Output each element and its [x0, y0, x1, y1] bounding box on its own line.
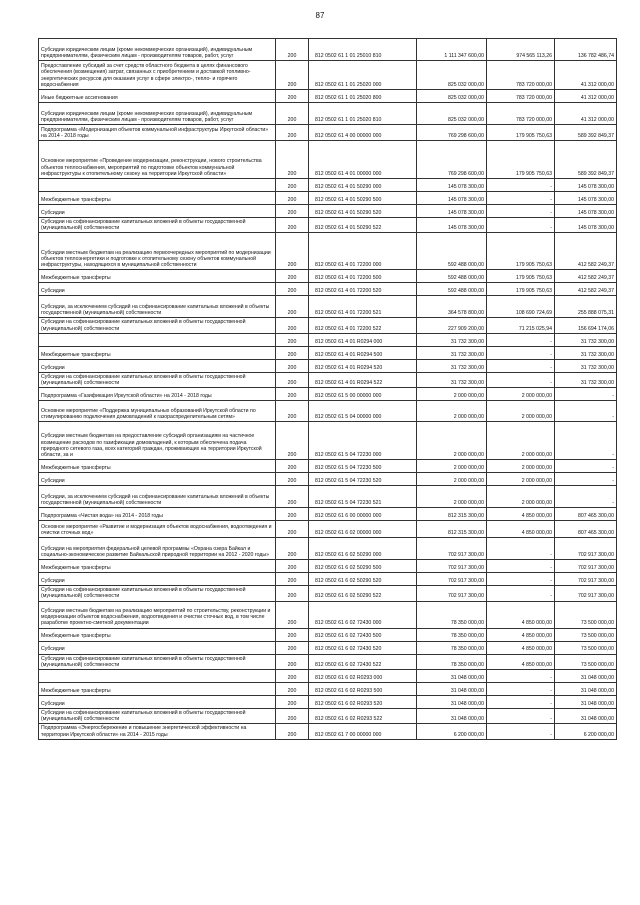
row-budget-cell: 78 350 000,00: [417, 641, 487, 654]
row-kbk-cell: 812 0502 61 6 02 50290 500: [309, 560, 417, 573]
row-executed-cell: -: [487, 346, 555, 359]
table-row: [39, 641, 617, 654]
row-name-cell: Подпрограмма «Модернизация объектов коммунальной инфраструктуры Иркутской области» на 2014 - 2018 годы: [39, 125, 276, 141]
table-row: [39, 179, 617, 192]
row-budget-cell: 702 917 300,00: [417, 586, 487, 601]
row-name-cell: Субсидии местным бюджетам на предоставление субсидий организациям на частичное возмещение расходов по газификации домовладений, к которым обеспечена подача природного сетевого газа, всех категорий граждан, проживающих на территории Иркутской области, за и: [39, 422, 276, 460]
row-code-cell: 200: [276, 573, 309, 586]
row-executed-cell: 4 850 000,00: [487, 628, 555, 641]
row-budget-cell: 78 350 000,00: [417, 628, 487, 641]
table-row: [39, 521, 617, 538]
row-name-cell: Субсидии местным бюджетам на реализацию мероприятий по строительству, реконструкции и модернизации объектов водоснабжения, водоотведения и очистки сточных вод, в том числе разработке проектно-сметной документации: [39, 601, 276, 628]
row-code-cell: 200: [276, 318, 309, 333]
row-code-cell: 200: [276, 359, 309, 372]
row-code-cell: 200: [276, 508, 309, 521]
row-name-cell: Предоставление субсидий за счет средств областного бюджета в целях финансового обеспечения (возмещения) затрат, связанных с приобретением и доставкой топливно-энергетических ресурсов для оказания услуг в сфере электро-, тепло- и горячего водоснабжения: [39, 61, 276, 90]
row-budget-cell: 78 350 000,00: [417, 601, 487, 628]
row-kbk-cell: 812 0502 61 5 04 72230 500: [309, 460, 417, 473]
row-name-cell: Субсидии: [39, 205, 276, 218]
row-executed-cell: 179 905 750,63: [487, 270, 555, 283]
row-budget-cell: 2 000 000,00: [417, 422, 487, 460]
page-number: 87: [315, 11, 325, 20]
row-remaining-cell: 702 917 300,00: [555, 560, 617, 573]
row-remaining-cell: 31 048 000,00: [555, 709, 617, 724]
row-budget-cell: 78 350 000,00: [417, 654, 487, 669]
row-executed-cell: -: [487, 359, 555, 372]
row-kbk-cell: 812 0502 61 5 04 72230 520: [309, 473, 417, 486]
row-remaining-cell: 412 582 249,37: [555, 283, 617, 296]
row-executed-cell: -: [487, 670, 555, 683]
row-code-cell: 200: [276, 422, 309, 460]
row-code-cell: 200: [276, 205, 309, 218]
table-row: [39, 359, 617, 372]
row-name-cell: Подпрограмма «Энергосбережение и повышение энергетической эффективности на территории Иркутской области» на 2014 - 2015 годы: [39, 724, 276, 739]
row-name-cell: Основное мероприятие «Поддержка муниципальных образований Иркутской области по стимулированию подключения домовладений к газораспределительным сетям»: [39, 401, 276, 422]
row-executed-cell: 4 850 000,00: [487, 521, 555, 538]
row-code-cell: 200: [276, 218, 309, 233]
row-budget-cell: 812 315 300,00: [417, 521, 487, 538]
row-remaining-cell: 73 500 000,00: [555, 641, 617, 654]
row-remaining-cell: -: [555, 388, 617, 401]
row-executed-cell: 783 720 000,00: [487, 61, 555, 90]
row-remaining-cell: 412 582 249,37: [555, 233, 617, 270]
row-remaining-cell: 702 917 300,00: [555, 586, 617, 601]
table-row: [39, 125, 617, 141]
row-name-cell: Субсидии, за исключением субсидий на софинансирование капитальных вложений в объекты государственной (муниципальной) собственности: [39, 486, 276, 508]
row-remaining-cell: 41 312 000,00: [555, 61, 617, 90]
row-remaining-cell: 31 732 300,00: [555, 346, 617, 359]
row-executed-cell: 4 850 000,00: [487, 601, 555, 628]
row-remaining-cell: 156 694 174,06: [555, 318, 617, 333]
row-kbk-cell: 812 0502 61 7 00 00000 000: [309, 724, 417, 739]
row-budget-cell: 145 078 300,00: [417, 192, 487, 205]
row-name-cell: Основное мероприятие «Развитие и модернизация объектов водоснабжения, водоотведения и очистки сточных вод»: [39, 521, 276, 538]
row-kbk-cell: 812 0502 61 6 02 R0293 500: [309, 683, 417, 696]
row-budget-cell: 592 488 000,00: [417, 283, 487, 296]
row-name-cell: Субсидии: [39, 641, 276, 654]
row-name-cell: Субсидии: [39, 573, 276, 586]
row-executed-cell: 2 000 000,00: [487, 486, 555, 508]
row-kbk-cell: 812 0502 61 5 04 72230 000: [309, 422, 417, 460]
table-row: [39, 388, 617, 401]
row-kbk-cell: 812 0502 61 4 01 50290 000: [309, 179, 417, 192]
row-kbk-cell: 812 0502 61 6 02 R0293 000: [309, 670, 417, 683]
row-budget-cell: 31 732 300,00: [417, 333, 487, 346]
row-kbk-cell: 812 0502 61 6 02 00000 000: [309, 521, 417, 538]
row-executed-cell: -: [487, 586, 555, 601]
table-row: [39, 218, 617, 233]
table-row: [39, 709, 617, 724]
row-code-cell: 200: [276, 233, 309, 270]
row-name-cell: Субсидии: [39, 359, 276, 372]
row-name-cell: Субсидии: [39, 283, 276, 296]
row-executed-cell: -: [487, 218, 555, 233]
row-kbk-cell: 812 0502 61 4 01 72200 000: [309, 233, 417, 270]
row-name-cell: Субсидии: [39, 473, 276, 486]
table-row: [39, 696, 617, 709]
row-remaining-cell: 702 917 300,00: [555, 538, 617, 560]
row-remaining-cell: 31 732 300,00: [555, 333, 617, 346]
row-budget-cell: 31 048 000,00: [417, 670, 487, 683]
table-row: [39, 401, 617, 422]
row-kbk-cell: 812 0502 61 4 01 50290 500: [309, 192, 417, 205]
row-kbk-cell: 812 0502 61 4 01 50290 520: [309, 205, 417, 218]
row-remaining-cell: -: [555, 473, 617, 486]
table-row: [39, 318, 617, 333]
row-name-cell: Основное мероприятие «Проведение модернизации, реконструкции, нового строительства объектов теплоснабжения, мероприятий по подготовке объектов коммунальной инфраструктуры к отопительному сезону на территории Иркутской области»: [39, 141, 276, 179]
row-remaining-cell: 31 732 300,00: [555, 372, 617, 387]
row-budget-cell: 31 732 300,00: [417, 372, 487, 387]
row-executed-cell: -: [487, 560, 555, 573]
row-executed-cell: 2 000 000,00: [487, 401, 555, 422]
row-remaining-cell: 807 465 300,00: [555, 508, 617, 521]
table-row: [39, 90, 617, 103]
row-name-cell: Субсидии юридическим лицам (кроме некоммерческих организаций), индивидуальным предпринимателям, физическим лицам - производителям товаров, работ, услуг: [39, 39, 276, 61]
row-name-cell: Субсидии на софинансирование капитальных вложений в объекты государственной (муниципальной) собственности: [39, 709, 276, 724]
row-executed-cell: 2 000 000,00: [487, 388, 555, 401]
row-kbk-cell: 812 0502 61 5 00 00000 000: [309, 388, 417, 401]
row-code-cell: 200: [276, 670, 309, 683]
row-budget-cell: 2 000 000,00: [417, 473, 487, 486]
row-remaining-cell: 255 888 075,31: [555, 296, 617, 318]
row-kbk-cell: 812 0502 61 6 00 00000 000: [309, 508, 417, 521]
row-remaining-cell: -: [555, 460, 617, 473]
row-executed-cell: 4 850 000,00: [487, 654, 555, 669]
row-executed-cell: 4 850 000,00: [487, 641, 555, 654]
row-executed-cell: 783 720 000,00: [487, 103, 555, 125]
table-row: [39, 283, 617, 296]
row-code-cell: 200: [276, 296, 309, 318]
row-remaining-cell: 31 048 000,00: [555, 670, 617, 683]
row-code-cell: 200: [276, 125, 309, 141]
row-name-cell: Межбюджетные трансферты: [39, 560, 276, 573]
row-budget-cell: 364 578 800,00: [417, 296, 487, 318]
row-remaining-cell: -: [555, 422, 617, 460]
row-remaining-cell: 31 048 000,00: [555, 683, 617, 696]
row-remaining-cell: 589 392 849,37: [555, 125, 617, 141]
row-executed-cell: 783 720 000,00: [487, 90, 555, 103]
row-remaining-cell: 73 500 000,00: [555, 654, 617, 669]
row-code-cell: 200: [276, 538, 309, 560]
row-remaining-cell: 589 392 849,37: [555, 141, 617, 179]
row-budget-cell: 2 000 000,00: [417, 401, 487, 422]
table-body: [39, 39, 617, 740]
table-row: [39, 473, 617, 486]
table-row: [39, 333, 617, 346]
row-budget-cell: 769 298 600,00: [417, 141, 487, 179]
row-budget-cell: 825 032 000,00: [417, 61, 487, 90]
row-kbk-cell: 812 0502 61 6 02 R0293 520: [309, 696, 417, 709]
row-remaining-cell: 73 500 000,00: [555, 628, 617, 641]
row-name-cell: Субсидии на софинансирование капитальных вложений в объекты государственной (муниципальной) собственности: [39, 654, 276, 669]
row-remaining-cell: 73 500 000,00: [555, 601, 617, 628]
row-kbk-cell: 812 0502 61 5 04 00000 000: [309, 401, 417, 422]
row-name-cell: Межбюджетные трансферты: [39, 460, 276, 473]
row-name-cell: Субсидии, за исключением субсидий на софинансирование капитальных вложений в объекты государственной (муниципальной) собственности: [39, 296, 276, 318]
row-executed-cell: 179 905 750,63: [487, 233, 555, 270]
row-remaining-cell: 41 312 000,00: [555, 90, 617, 103]
row-remaining-cell: 145 078 300,00: [555, 192, 617, 205]
row-kbk-cell: 812 0502 61 6 02 50290 522: [309, 586, 417, 601]
table-row: [39, 670, 617, 683]
row-kbk-cell: 812 0502 61 1 01 25020 000: [309, 61, 417, 90]
row-executed-cell: 974 565 113,26: [487, 39, 555, 61]
row-name-cell: [39, 670, 276, 683]
row-budget-cell: 702 917 300,00: [417, 573, 487, 586]
row-remaining-cell: 145 078 300,00: [555, 179, 617, 192]
row-executed-cell: 4 850 000,00: [487, 508, 555, 521]
row-budget-cell: 592 488 000,00: [417, 270, 487, 283]
row-code-cell: 200: [276, 586, 309, 601]
row-name-cell: Субсидии на софинансирование капитальных вложений в объекты государственной (муниципальной) собственности: [39, 586, 276, 601]
row-name-cell: Субсидии: [39, 696, 276, 709]
row-name-cell: Субсидии на мероприятия федеральной целевой программы «Охрана озера Байкал и социально-экономическое развитие Байкальской природной территории на 2012 - 2020 годы»: [39, 538, 276, 560]
row-name-cell: Субсидии юридическим лицам (кроме некоммерческих организаций), индивидуальным предпринимателям, физическим лицам - производителям товаров, работ, услуг: [39, 103, 276, 125]
row-budget-cell: 145 078 300,00: [417, 205, 487, 218]
row-remaining-cell: 136 782 486,74: [555, 39, 617, 61]
table-row: [39, 270, 617, 283]
row-code-cell: 200: [276, 388, 309, 401]
row-executed-cell: -: [487, 179, 555, 192]
row-executed-cell: 71 215 025,94: [487, 318, 555, 333]
table-row: [39, 628, 617, 641]
row-kbk-cell: 812 0502 61 4 01 72200 500: [309, 270, 417, 283]
row-code-cell: 200: [276, 628, 309, 641]
row-kbk-cell: 812 0502 61 6 02 50290 520: [309, 573, 417, 586]
row-budget-cell: 31 732 300,00: [417, 346, 487, 359]
row-remaining-cell: -: [555, 401, 617, 422]
row-remaining-cell: 412 582 249,37: [555, 270, 617, 283]
row-remaining-cell: 145 078 300,00: [555, 218, 617, 233]
row-budget-cell: 2 000 000,00: [417, 486, 487, 508]
row-budget-cell: 31 048 000,00: [417, 683, 487, 696]
row-kbk-cell: 812 0502 61 6 02 50290 000: [309, 538, 417, 560]
row-code-cell: 200: [276, 486, 309, 508]
row-name-cell: Иные бюджетные ассигнования: [39, 90, 276, 103]
row-executed-cell: 2 000 000,00: [487, 473, 555, 486]
table-row: [39, 724, 617, 739]
row-code-cell: 200: [276, 333, 309, 346]
table-row: [39, 372, 617, 387]
table-row: [39, 508, 617, 521]
table-row: [39, 233, 617, 270]
row-budget-cell: 145 078 300,00: [417, 179, 487, 192]
table-row: [39, 346, 617, 359]
row-executed-cell: -: [487, 724, 555, 739]
table-row: [39, 486, 617, 508]
row-code-cell: 200: [276, 709, 309, 724]
row-kbk-cell: 812 0502 61 1 01 25020 810: [309, 103, 417, 125]
row-kbk-cell: 812 0502 61 4 01 R0294 500: [309, 346, 417, 359]
table-row: [39, 560, 617, 573]
row-code-cell: 200: [276, 346, 309, 359]
row-code-cell: 200: [276, 192, 309, 205]
row-remaining-cell: -: [555, 486, 617, 508]
row-budget-cell: 31 048 000,00: [417, 709, 487, 724]
row-executed-cell: -: [487, 573, 555, 586]
row-budget-cell: 825 032 000,00: [417, 90, 487, 103]
table-row: [39, 296, 617, 318]
row-budget-cell: 812 315 300,00: [417, 508, 487, 521]
row-code-cell: 200: [276, 473, 309, 486]
row-code-cell: 200: [276, 39, 309, 61]
row-budget-cell: 6 200 000,00: [417, 724, 487, 739]
row-budget-cell: 769 298 600,00: [417, 125, 487, 141]
row-executed-cell: -: [487, 205, 555, 218]
row-executed-cell: 2 000 000,00: [487, 460, 555, 473]
row-kbk-cell: 812 0502 61 6 02 R0293 522: [309, 709, 417, 724]
row-kbk-cell: 812 0502 61 5 04 72230 521: [309, 486, 417, 508]
budget-table: [38, 38, 617, 740]
row-remaining-cell: 31 732 300,00: [555, 359, 617, 372]
table-row: [39, 61, 617, 90]
row-code-cell: 200: [276, 601, 309, 628]
table-row: [39, 460, 617, 473]
row-code-cell: 200: [276, 654, 309, 669]
row-executed-cell: -: [487, 538, 555, 560]
row-kbk-cell: 812 0502 61 4 01 72200 520: [309, 283, 417, 296]
row-budget-cell: 31 048 000,00: [417, 696, 487, 709]
row-kbk-cell: 812 0502 61 4 01 72200 521: [309, 296, 417, 318]
row-remaining-cell: 41 312 000,00: [555, 103, 617, 125]
row-budget-cell: 1 111 347 600,00: [417, 39, 487, 61]
row-kbk-cell: 812 0502 61 4 01 00000 000: [309, 141, 417, 179]
row-remaining-cell: 6 200 000,00: [555, 724, 617, 739]
row-name-cell: Межбюджетные трансферты: [39, 683, 276, 696]
row-name-cell: Межбюджетные трансферты: [39, 192, 276, 205]
row-code-cell: 200: [276, 103, 309, 125]
row-budget-cell: 2 000 000,00: [417, 388, 487, 401]
row-kbk-cell: 812 0502 61 4 01 50290 522: [309, 218, 417, 233]
row-code-cell: 200: [276, 401, 309, 422]
row-name-cell: Субсидии на софинансирование капитальных вложений в объекты государственной (муниципальной) собственности: [39, 318, 276, 333]
table-row: [39, 422, 617, 460]
row-executed-cell: -: [487, 696, 555, 709]
row-kbk-cell: 812 0502 61 4 00 00000 000: [309, 125, 417, 141]
row-executed-cell: 179 905 750,63: [487, 125, 555, 141]
row-code-cell: 200: [276, 61, 309, 90]
row-code-cell: 200: [276, 179, 309, 192]
row-code-cell: 200: [276, 521, 309, 538]
row-code-cell: 200: [276, 372, 309, 387]
row-budget-cell: 2 000 000,00: [417, 460, 487, 473]
row-kbk-cell: 812 0502 61 6 02 72430 520: [309, 641, 417, 654]
row-code-cell: 200: [276, 90, 309, 103]
row-executed-cell: 108 690 724,69: [487, 296, 555, 318]
row-code-cell: 200: [276, 724, 309, 739]
row-name-cell: Межбюджетные трансферты: [39, 628, 276, 641]
row-name-cell: Подпрограмма «Газификация Иркутской области» на 2014 - 2018 годы: [39, 388, 276, 401]
row-executed-cell: -: [487, 372, 555, 387]
row-executed-cell: -: [487, 192, 555, 205]
row-executed-cell: 179 905 750,63: [487, 141, 555, 179]
row-name-cell: Субсидии на софинансирование капитальных вложений в объекты государственной (муниципальной) собственности: [39, 372, 276, 387]
row-code-cell: 200: [276, 696, 309, 709]
row-name-cell: Субсидии на софинансирование капитальных вложений в объекты государственной (муниципальной) собственности: [39, 218, 276, 233]
table-row: [39, 683, 617, 696]
row-kbk-cell: 812 0502 61 4 01 72200 522: [309, 318, 417, 333]
row-remaining-cell: 702 917 300,00: [555, 573, 617, 586]
row-code-cell: 200: [276, 283, 309, 296]
row-budget-cell: 227 909 200,00: [417, 318, 487, 333]
row-code-cell: 200: [276, 683, 309, 696]
row-name-cell: Межбюджетные трансферты: [39, 346, 276, 359]
row-code-cell: 200: [276, 141, 309, 179]
row-kbk-cell: 812 0502 61 4 01 R0294 520: [309, 359, 417, 372]
row-name-cell: [39, 333, 276, 346]
table-row: [39, 141, 617, 179]
row-remaining-cell: 807 465 300,00: [555, 521, 617, 538]
row-remaining-cell: 31 048 000,00: [555, 696, 617, 709]
row-name-cell: Подпрограмма «Чистая вода» на 2014 - 2018 годы: [39, 508, 276, 521]
row-code-cell: 200: [276, 560, 309, 573]
row-executed-cell: 2 000 000,00: [487, 422, 555, 460]
table-row: [39, 654, 617, 669]
row-kbk-cell: 812 0502 61 1 01 25020 800: [309, 90, 417, 103]
row-name-cell: [39, 179, 276, 192]
row-budget-cell: 825 032 000,00: [417, 103, 487, 125]
row-kbk-cell: 812 0502 61 6 02 72430 500: [309, 628, 417, 641]
row-remaining-cell: 145 078 300,00: [555, 205, 617, 218]
row-budget-cell: 145 078 300,00: [417, 218, 487, 233]
row-budget-cell: 31 732 300,00: [417, 359, 487, 372]
row-code-cell: 200: [276, 270, 309, 283]
table-row: [39, 103, 617, 125]
row-budget-cell: 592 488 000,00: [417, 233, 487, 270]
row-kbk-cell: 812 0502 61 6 02 72430 000: [309, 601, 417, 628]
row-kbk-cell: 812 0502 61 1 01 25010 810: [309, 39, 417, 61]
table-row: [39, 39, 617, 61]
row-kbk-cell: 812 0502 61 4 01 R0294 522: [309, 372, 417, 387]
row-executed-cell: -: [487, 333, 555, 346]
row-code-cell: 200: [276, 460, 309, 473]
table-row: [39, 192, 617, 205]
row-code-cell: 200: [276, 641, 309, 654]
table-row: [39, 601, 617, 628]
row-budget-cell: 702 917 300,00: [417, 560, 487, 573]
table-row: [39, 538, 617, 560]
table-row: [39, 573, 617, 586]
row-executed-cell: -: [487, 683, 555, 696]
row-kbk-cell: 812 0502 61 4 01 R0294 000: [309, 333, 417, 346]
row-name-cell: Межбюджетные трансферты: [39, 270, 276, 283]
row-kbk-cell: 812 0502 61 6 02 72430 522: [309, 654, 417, 669]
table-row: [39, 586, 617, 601]
row-name-cell: Субсидии местным бюджетам на реализацию первоочередных мероприятий по модернизации объектов теплоэнергетики и подготовке к отопительному сезону объектов коммунальной инфраструктуры, находящихся в муниципальной собственности: [39, 233, 276, 270]
row-budget-cell: 702 917 300,00: [417, 538, 487, 560]
table-row: [39, 205, 617, 218]
row-executed-cell: 179 905 750,63: [487, 283, 555, 296]
row-executed-cell: -: [487, 709, 555, 724]
